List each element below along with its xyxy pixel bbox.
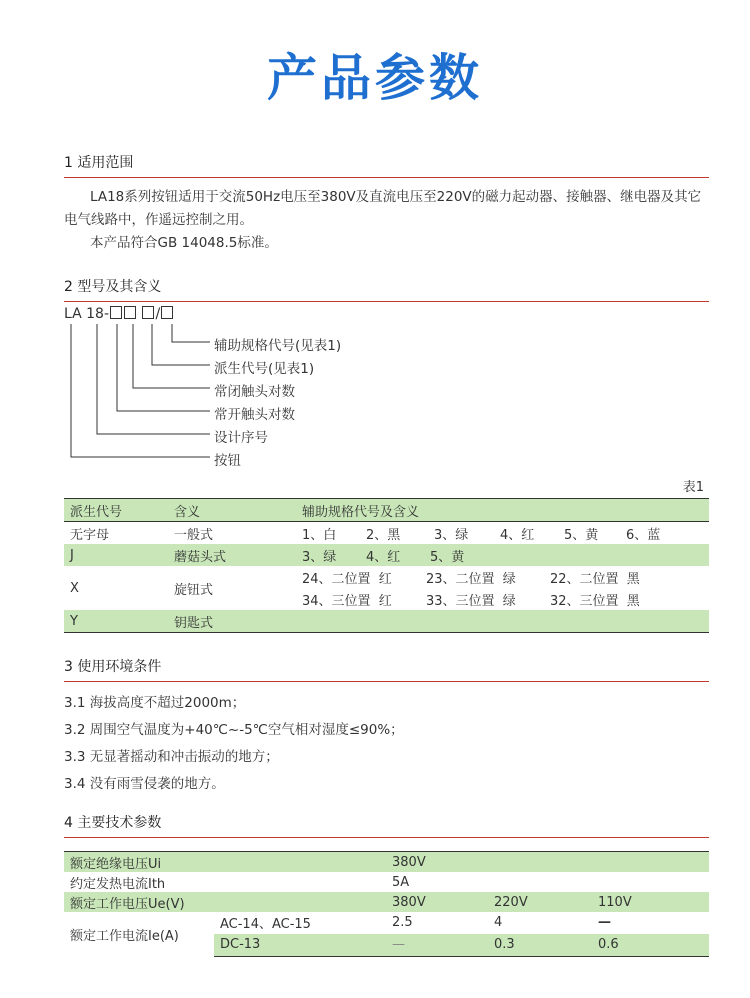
- opt: 33、三位置 绿: [426, 593, 516, 609]
- table-1-header-meaning: 含义: [168, 499, 296, 522]
- param-sublabel: AC-14、AC-15: [220, 917, 311, 933]
- param-label: 额定工作电流Ie(A): [70, 928, 179, 944]
- param-label: 额定工作电压Ue(V): [64, 892, 386, 912]
- row-meaning: 一般式: [174, 527, 214, 543]
- section-2-heading: 2 型号及其含义: [64, 276, 709, 302]
- table-row: [64, 872, 709, 892]
- diagram-label-aux: 辅助规格代号(见表1): [214, 338, 342, 354]
- row-opts: [296, 544, 709, 566]
- table-row: [64, 892, 709, 912]
- diagram-label-nc: 常闭触头对数: [214, 384, 295, 400]
- table-1-header-code: 派生代号: [64, 499, 168, 522]
- table-row: [64, 852, 709, 873]
- table-row: [64, 544, 709, 566]
- opt: 6、蓝: [626, 527, 661, 543]
- section-1-heading: 1 适用范围: [64, 152, 709, 178]
- section-4-heading: 4 主要技术参数: [64, 812, 709, 838]
- row-opts: [296, 566, 709, 588]
- env-item-2: 3.2 周围空气温度为+40℃~-5℃空气相对湿度≤90%；: [64, 722, 404, 738]
- param-sublabel: DC-13: [214, 934, 386, 956]
- opt: 4、红: [366, 549, 401, 565]
- env-item-3: 3.3 无显著摇动和冲击振动的地方；: [64, 749, 279, 765]
- row-meaning: 蘑菇头式: [168, 544, 296, 566]
- diagram-label-design: 设计序号: [214, 430, 268, 446]
- leader-line-5: [97, 324, 210, 434]
- leader-line-2: [152, 324, 210, 365]
- opt: 34、三位置 红: [302, 593, 392, 609]
- opt: 5、黄: [564, 527, 599, 543]
- opt: 5、黄: [430, 549, 465, 565]
- param-value: 0.3: [488, 934, 592, 956]
- opt: 22、二位置 黑: [550, 571, 640, 587]
- param-value: —: [598, 915, 611, 931]
- leader-line-6: [71, 324, 210, 457]
- param-value: 4: [494, 915, 503, 931]
- param-value: 220V: [488, 892, 592, 912]
- row-opts: [296, 588, 709, 610]
- param-label: 约定发热电流Ith: [70, 876, 166, 892]
- table-1-caption: 表1: [682, 480, 704, 495]
- opt: 23、二位置 绿: [426, 571, 516, 587]
- opt: 24、二位置 红: [302, 571, 392, 587]
- opt: 4、红: [500, 527, 535, 543]
- param-label: 额定绝缘电压Ui: [64, 852, 386, 873]
- opt: 2、黑: [366, 527, 401, 543]
- leader-line-1: [172, 324, 210, 342]
- env-item-1: 3.1 海拔高度不超过2000m；: [64, 695, 246, 711]
- param-value: —: [386, 934, 488, 956]
- row-meaning: 旋钮式: [174, 582, 214, 598]
- model-code-sep: /: [155, 306, 161, 322]
- opt: 1、白: [302, 527, 337, 543]
- table-row: [64, 566, 709, 588]
- opt: 3、绿: [302, 549, 337, 565]
- row-code: J: [64, 544, 168, 566]
- table-row: [64, 610, 709, 633]
- model-code-prefix: LA 18-: [64, 306, 110, 322]
- param-value: 0.6: [592, 934, 709, 956]
- table-1-header: [64, 499, 709, 522]
- row-code: Y: [64, 610, 168, 633]
- opt: 3、绿: [434, 527, 469, 543]
- page-title: 产品参数: [267, 49, 483, 107]
- table-row: [64, 912, 709, 934]
- row-opts: [296, 610, 709, 633]
- row-code: 无字母: [70, 527, 110, 543]
- env-item-4: 3.4 没有雨雪侵袭的地方。: [64, 776, 225, 792]
- table-1-header-aux: 辅助规格代号及含义: [296, 499, 709, 522]
- param-value: 2.5: [392, 915, 413, 931]
- leader-line-4: [117, 324, 210, 411]
- row-code: X: [70, 580, 79, 596]
- section-1-paragraph: LA18系列按钮适用于交流50Hz电压至380V及直流电压至220V的磁力起动器、接触器、继电器及其它电气线路中，作遥远控制之用。: [64, 189, 702, 228]
- table-row: [64, 522, 709, 545]
- row-opts: [296, 522, 709, 545]
- tech-params-table: [64, 851, 709, 957]
- section-1-standard: 本产品符合GB 14048.5标准。: [90, 235, 278, 251]
- param-value: 110V: [592, 892, 709, 912]
- table-1: [64, 498, 709, 633]
- row-meaning: 钥匙式: [168, 610, 296, 633]
- param-value: 5A: [392, 874, 410, 890]
- opt: 32、三位置 黑: [550, 593, 640, 609]
- param-value: 380V: [386, 852, 709, 873]
- diagram-label-button: 按钮: [214, 453, 241, 469]
- diagram-label-no: 常开触头对数: [214, 407, 295, 423]
- diagram-label-derived: 派生代号(见表1): [214, 361, 315, 377]
- model-code-diagram: [64, 306, 464, 476]
- section-3-heading: 3 使用环境条件: [64, 656, 709, 682]
- param-value: 380V: [386, 892, 488, 912]
